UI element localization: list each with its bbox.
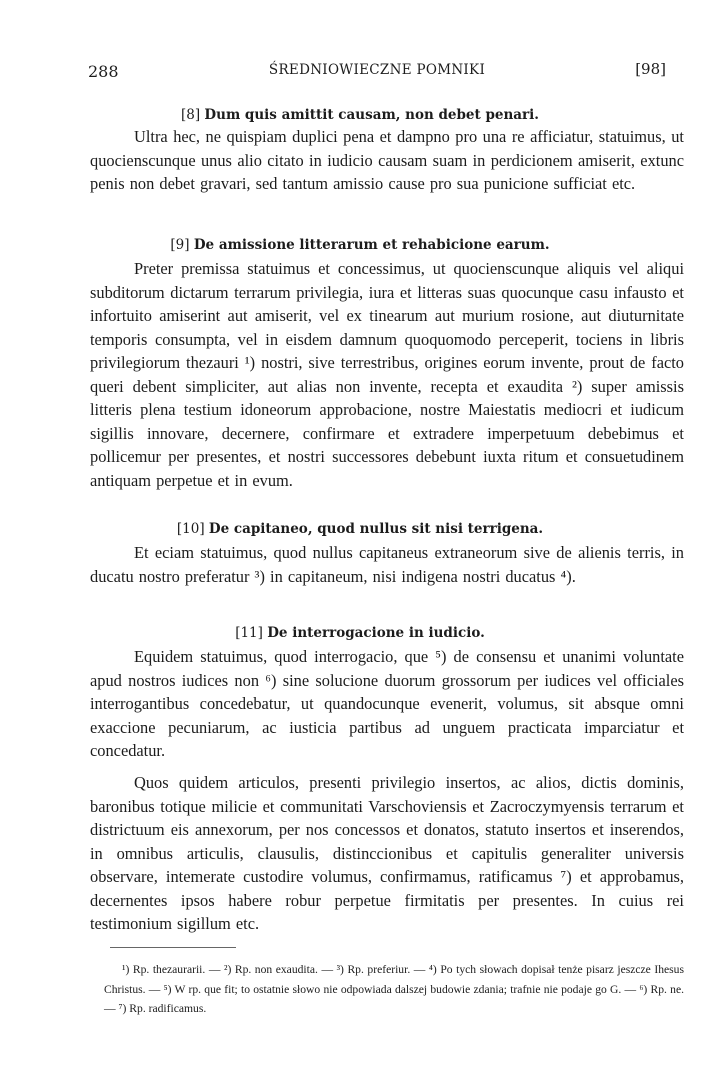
section-paragraph: Ultra hec, ne quispiam duplici pena et dampno pro una re afficiatur, statuimus, ut quocienscunque unus alio citato in iudicio causam suam in perdicionem amiserit, extunc penis non debet gravari, sed tantum amissio cause pro sua punicione sufficiat etc. — [90, 127, 684, 193]
section-number: [9] — [170, 237, 190, 253]
page-header — [88, 60, 666, 82]
bracket-page-number: [98] — [635, 60, 666, 78]
section-paragraph: Preter premissa statuimus et concessimus, ut quocienscunque aliquis vel aliqui subditorum dictarum terrarum privilegia, iura et litteras suas quocunque casu infausto et infortuito amiserint aut amiserit, vel ex tinearum aut murium rosione, aut diuturnitate temporis consumpta, vel in eisdem damnum quoquomodo perceperit, tociens in libris privilegiorum thezauri ¹) nostri, sive terrestribus, origines eorum invente, prout de facto queri debent simpliciter, aut alias non invente, recepta et exaudita ²) super amissis litteris plena testium idoneorum approbacione, nostre Maiestatis mediocri et iudicum sigillis innovare, decernere, confirmare et extradere imperpetuum debebimus et pollicemur per presentes, et nostri successores debebunt iuxta ritum et consuetudinem antiquam perpetue et in evum. — [90, 259, 684, 490]
section-heading — [0, 106, 720, 124]
section-heading — [0, 236, 720, 254]
section-heading — [0, 520, 720, 538]
closing-paragraph: Quos quidem articulos, presenti privilegio insertos, ac alios, dictis dominis, baronibus totique milicie et communitati Varschoviensis et Zacroczymyensis terrarum et districtuum eis annexorum, per nos concessos et donatos, statuto insertos et inserendos, in omnibus articulis, clausulis, distinccionibus et capitulis generaliter universis observare, intemerate custodire volumus, confirmamus, ratificamus ⁷) et approbamus, decernentes ipsos habere robur perpetue firmitatis per presentes. In cuius rei testimonium sigillum etc. — [90, 773, 684, 933]
footnote-divider — [110, 947, 236, 948]
section-number: [10] — [176, 521, 205, 537]
section-number: [11] — [235, 625, 263, 641]
section-paragraph: Equidem statuimus, quod interrogacio, que ⁵) de consensu et unanimi voluntate apud nostros iudices non ⁶) sine solucione duorum grossorum per iudices vel officiales interrogantibus concedebatur, ut quandocunque evenerit, volumus, sit absque omni exaccione pecuniarum, ac iusticia partibus ad unguem practicata imparciatur et concedatur. — [90, 647, 684, 760]
running-title: ŚREDNIOWIECZNE POMNIKI — [268, 62, 486, 78]
footnotes: ¹) Rp. thezaurarii. — ²) Rp. non exaudita. — ³) Rp. preferiur. — ⁴) Po tych słowach dopisał tenże pisarz jeszcze Ihesus Christus. — ⁵) W rp. que fit; to ostatnie słowo nie odpowiada dalszej budowie zdania; trafnie nie podaje go G. — ⁶) Rp. ne. — ⁷) Rp. radificamus. — [104, 963, 684, 1015]
section-title: De amissione litterarum et rehabicione earum. — [193, 237, 550, 253]
section-paragraph: Et eciam statuimus, quod nullus capitaneus extraneorum sive de alienis terris, in ducatu nostro preferatur ³) in capitaneum, nisi indigena nostri ducatus ⁴). — [90, 543, 684, 586]
section-title: Dum quis amittit causam, non debet penari. — [204, 107, 539, 123]
section-number: [8] — [181, 107, 201, 123]
section-title: De capitaneo, quod nullus sit nisi terrigena. — [208, 521, 544, 537]
section-title: De interrogacione in iudicio. — [267, 625, 485, 641]
page-number: 288 — [88, 62, 119, 81]
section-heading — [0, 624, 720, 642]
